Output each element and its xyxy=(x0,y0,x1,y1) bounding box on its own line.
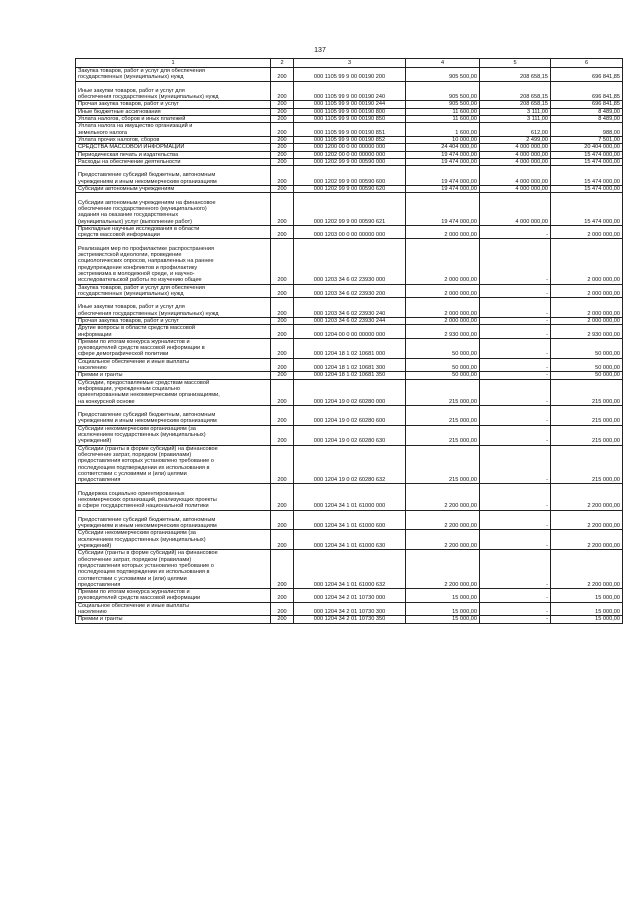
row-remaining-amount-cell: 215 000,00 xyxy=(551,425,623,445)
row-remaining-amount-cell: 2 000 000,00 xyxy=(551,317,623,324)
row-code-cell: 200 xyxy=(271,225,294,239)
row-plan-amount-cell: 215 000,00 xyxy=(406,405,480,425)
row-kbk-cell: 000 1203 34 6 02 23930 000 xyxy=(294,239,406,284)
row-kbk-cell: 000 1204 00 0 00 00000 000 xyxy=(294,325,406,339)
row-code-cell: 200 xyxy=(271,616,294,623)
row-kbk-cell: 000 1204 19 0 02 60280 632 xyxy=(294,445,406,484)
table-row xyxy=(76,186,623,193)
row-remaining-amount-cell: 2 200 000,00 xyxy=(551,550,623,589)
table-row xyxy=(76,123,623,137)
row-plan-amount-cell: 2 930 000,00 xyxy=(406,325,480,339)
row-remaining-amount-cell: 2 000 000,00 xyxy=(551,239,623,284)
row-remaining-amount-cell: 215 000,00 xyxy=(551,445,623,484)
table-row xyxy=(76,325,623,339)
table-row xyxy=(76,136,623,143)
row-executed-amount-cell: 4 000 000,00 xyxy=(480,193,551,225)
row-plan-amount-cell: 19 474 000,00 xyxy=(406,166,480,186)
row-kbk-cell: 000 1203 34 6 02 23930 200 xyxy=(294,284,406,298)
row-executed-amount-cell: 208 658,15 xyxy=(480,68,551,82)
row-name-cell: Прикладные научные исследования в области средств массовой информации xyxy=(76,225,271,239)
row-plan-amount-cell: 15 000,00 xyxy=(406,616,480,623)
row-remaining-amount-cell: 696 841,85 xyxy=(551,68,623,82)
row-kbk-cell: 000 1203 00 0 00 00000 000 xyxy=(294,225,406,239)
table-row xyxy=(76,445,623,484)
row-kbk-cell: 000 1204 34 1 01 61000 600 xyxy=(294,510,406,530)
table-row xyxy=(76,144,623,151)
row-kbk-cell: 000 1105 99 9 00 00190 850 xyxy=(294,116,406,123)
row-kbk-cell: 000 1202 99 9 00 00590 600 xyxy=(294,166,406,186)
table-row xyxy=(76,379,623,405)
row-kbk-cell: 000 1200 00 0 00 00000 000 xyxy=(294,144,406,151)
page-number: 137 xyxy=(314,47,326,54)
row-code-cell: 200 xyxy=(271,602,294,616)
row-plan-amount-cell: 2 000 000,00 xyxy=(406,284,480,298)
row-kbk-cell: 000 1202 00 0 00 00000 000 xyxy=(294,151,406,158)
row-code-cell: 200 xyxy=(271,193,294,225)
table-row xyxy=(76,510,623,530)
row-code-cell: 200 xyxy=(271,317,294,324)
row-name-cell: Иные бюджетные ассигнования xyxy=(76,108,271,115)
table-row xyxy=(76,338,623,358)
table-row xyxy=(76,284,623,298)
row-kbk-cell: 000 1105 99 9 00 00190 851 xyxy=(294,123,406,137)
row-executed-amount-cell: - xyxy=(480,530,551,550)
row-plan-amount-cell: 905 500,00 xyxy=(406,68,480,82)
row-executed-amount-cell: - xyxy=(480,425,551,445)
row-remaining-amount-cell: 215 000,00 xyxy=(551,405,623,425)
table-row xyxy=(76,405,623,425)
column-header-1: 1 xyxy=(76,59,271,68)
row-name-cell: Субсидии (гранты в форме субсидий) на финансовое обеспечение затрат, порядком (правилами) предоставления которых установлено требование о последующем подтверждении их использования в соответствии с условиями и (или) целями предоставления xyxy=(76,445,271,484)
row-plan-amount-cell: 215 000,00 xyxy=(406,379,480,405)
row-name-cell: Периодическая печать и издательства xyxy=(76,151,271,158)
row-name-cell: Предоставление субсидий бюджетным, автономным учреждениям и иным некоммерческим организациям xyxy=(76,166,271,186)
column-header-5: 5 xyxy=(480,59,551,68)
row-code-cell: 200 xyxy=(271,81,294,101)
row-code-cell: 200 xyxy=(271,445,294,484)
table-row xyxy=(76,108,623,115)
row-plan-amount-cell: 1 600,00 xyxy=(406,123,480,137)
row-code-cell: 200 xyxy=(271,68,294,82)
row-remaining-amount-cell: 15 000,00 xyxy=(551,616,623,623)
table-row xyxy=(76,317,623,324)
row-remaining-amount-cell: 2 000 000,00 xyxy=(551,298,623,318)
row-code-cell: 200 xyxy=(271,379,294,405)
row-name-cell: СРЕДСТВА МАССОВОЙ ИНФОРМАЦИИ xyxy=(76,144,271,151)
row-kbk-cell: 000 1204 34 2 01 10730 350 xyxy=(294,616,406,623)
row-name-cell: Субсидии (гранты в форме субсидий) на финансовое обеспечение затрат, порядком (правилами) предоставления которых установлено требование о последующем подтверждении их использования в соответствии с условиями и (или) целями предоставления xyxy=(76,550,271,589)
row-executed-amount-cell: - xyxy=(480,239,551,284)
row-remaining-amount-cell: 50 000,00 xyxy=(551,358,623,372)
row-remaining-amount-cell: 988,00 xyxy=(551,123,623,137)
row-name-cell: Закупка товаров, работ и услуг для обеспечения государственных (муниципальных) нужд xyxy=(76,284,271,298)
row-code-cell: 200 xyxy=(271,116,294,123)
row-remaining-amount-cell: 15 000,00 xyxy=(551,602,623,616)
table-row xyxy=(76,158,623,165)
row-code-cell: 200 xyxy=(271,239,294,284)
row-code-cell: 200 xyxy=(271,166,294,186)
row-code-cell: 200 xyxy=(271,484,294,510)
row-kbk-cell: 000 1204 18 1 02 10681 300 xyxy=(294,358,406,372)
row-plan-amount-cell: 2 200 000,00 xyxy=(406,530,480,550)
row-remaining-amount-cell: 7 501,00 xyxy=(551,136,623,143)
row-executed-amount-cell: 4 000 000,00 xyxy=(480,151,551,158)
row-executed-amount-cell: - xyxy=(480,405,551,425)
column-header-4: 4 xyxy=(406,59,480,68)
row-executed-amount-cell: 4 000 000,00 xyxy=(480,158,551,165)
row-remaining-amount-cell: 2 930 000,00 xyxy=(551,325,623,339)
row-code-cell: 200 xyxy=(271,372,294,379)
row-executed-amount-cell: - xyxy=(480,225,551,239)
table-row xyxy=(76,602,623,616)
row-code-cell: 200 xyxy=(271,425,294,445)
row-name-cell: Премии по итогам конкурса журналистов и руководителей средств массовой информации xyxy=(76,589,271,603)
row-executed-amount-cell: - xyxy=(480,372,551,379)
row-kbk-cell: 000 1204 34 2 01 10730 000 xyxy=(294,589,406,603)
row-executed-amount-cell: - xyxy=(480,338,551,358)
row-name-cell: Реализация мер по профилактике распространения экстремистской идеологии, проведение социологических опросов, направленных на раннее предупреждение конфликтов и профилактику экстремизма в молодежной среде, и научно- исследовательской работы по изучению общее xyxy=(76,239,271,284)
row-name-cell: Субсидии, предоставляемые средствам массовой информации, учрежденным социально ориентированными некоммерческими организациями, на конкурсной основе xyxy=(76,379,271,405)
column-header-3: 3 xyxy=(294,59,406,68)
table-row xyxy=(76,239,623,284)
row-executed-amount-cell: - xyxy=(480,298,551,318)
row-plan-amount-cell: 15 000,00 xyxy=(406,589,480,603)
table-body xyxy=(76,68,623,624)
row-plan-amount-cell: 15 000,00 xyxy=(406,602,480,616)
row-kbk-cell: 000 1202 99 9 00 00590 620 xyxy=(294,186,406,193)
row-remaining-amount-cell: 15 474 000,00 xyxy=(551,158,623,165)
row-executed-amount-cell: - xyxy=(480,358,551,372)
row-plan-amount-cell: 2 200 000,00 xyxy=(406,550,480,589)
row-code-cell: 200 xyxy=(271,589,294,603)
row-remaining-amount-cell: 8 489,00 xyxy=(551,116,623,123)
row-name-cell: Прочая закупка товаров, работ и услуг xyxy=(76,317,271,324)
row-code-cell: 200 xyxy=(271,530,294,550)
row-plan-amount-cell: 19 474 000,00 xyxy=(406,151,480,158)
table-row xyxy=(76,101,623,108)
row-kbk-cell: 000 1105 99 9 00 00190 244 xyxy=(294,101,406,108)
row-code-cell: 200 xyxy=(271,550,294,589)
row-name-cell: Премии и гранты xyxy=(76,372,271,379)
budget-table xyxy=(75,58,623,624)
row-remaining-amount-cell: 50 000,00 xyxy=(551,338,623,358)
row-plan-amount-cell: 11 600,00 xyxy=(406,116,480,123)
row-plan-amount-cell: 905 500,00 xyxy=(406,101,480,108)
row-name-cell: Уплата налогов, сборов и иных платежей xyxy=(76,116,271,123)
row-executed-amount-cell: 3 111,00 xyxy=(480,108,551,115)
row-plan-amount-cell: 50 000,00 xyxy=(406,338,480,358)
table-row xyxy=(76,225,623,239)
row-kbk-cell: 000 1202 99 9 00 00590 621 xyxy=(294,193,406,225)
table-row xyxy=(76,358,623,372)
table-row xyxy=(76,193,623,225)
row-executed-amount-cell: 4 000 000,00 xyxy=(480,144,551,151)
row-plan-amount-cell: 2 000 000,00 xyxy=(406,317,480,324)
row-plan-amount-cell: 2 200 000,00 xyxy=(406,484,480,510)
row-remaining-amount-cell: 2 000 000,00 xyxy=(551,284,623,298)
row-kbk-cell: 000 1204 19 0 02 60280 630 xyxy=(294,425,406,445)
table-row xyxy=(76,616,623,623)
row-name-cell: Предоставление субсидий бюджетным, автономным учреждениям и иным некоммерческим организациям xyxy=(76,405,271,425)
row-plan-amount-cell: 2 000 000,00 xyxy=(406,239,480,284)
column-header-6: 6 xyxy=(551,59,623,68)
row-remaining-amount-cell: 15 000,00 xyxy=(551,589,623,603)
row-remaining-amount-cell: 15 474 000,00 xyxy=(551,186,623,193)
row-plan-amount-cell: 50 000,00 xyxy=(406,358,480,372)
table-row xyxy=(76,484,623,510)
row-kbk-cell: 000 1105 99 9 00 00190 240 xyxy=(294,81,406,101)
table-row xyxy=(76,550,623,589)
table-row xyxy=(76,298,623,318)
row-remaining-amount-cell: 2 000 000,00 xyxy=(551,225,623,239)
row-kbk-cell: 000 1105 99 9 00 00190 800 xyxy=(294,108,406,115)
row-name-cell: Субсидии некоммерческим организациям (за исключением государственных (муниципальных) учреждений) xyxy=(76,530,271,550)
row-code-cell: 200 xyxy=(271,298,294,318)
row-code-cell: 200 xyxy=(271,186,294,193)
row-plan-amount-cell: 19 474 000,00 xyxy=(406,158,480,165)
table-row xyxy=(76,151,623,158)
row-name-cell: Расходы на обеспечение деятельности xyxy=(76,158,271,165)
row-name-cell: Субсидии автономным учреждениям xyxy=(76,186,271,193)
row-remaining-amount-cell: 696 841,85 xyxy=(551,101,623,108)
row-executed-amount-cell: - xyxy=(480,510,551,530)
row-plan-amount-cell: 2 200 000,00 xyxy=(406,510,480,530)
row-executed-amount-cell: - xyxy=(480,589,551,603)
row-code-cell: 200 xyxy=(271,151,294,158)
row-kbk-cell: 000 1204 34 1 01 61000 630 xyxy=(294,530,406,550)
table-row xyxy=(76,530,623,550)
row-executed-amount-cell: 2 499,00 xyxy=(480,136,551,143)
row-name-cell: Премии и гранты xyxy=(76,616,271,623)
row-plan-amount-cell: 2 000 000,00 xyxy=(406,225,480,239)
row-kbk-cell: 000 1203 34 6 02 23930 240 xyxy=(294,298,406,318)
row-executed-amount-cell: - xyxy=(480,550,551,589)
row-name-cell: Субсидии автономным учреждениям на финансовое обеспечение государственного (муниципального) задания на оказание государственных (муниципальных) услуг (выполнение работ) xyxy=(76,193,271,225)
row-executed-amount-cell: - xyxy=(480,317,551,324)
row-executed-amount-cell: 4 000 000,00 xyxy=(480,186,551,193)
table-row xyxy=(76,116,623,123)
row-name-cell: Иные закупки товаров, работ и услуг для обеспечения государственных (муниципальных) нужд xyxy=(76,298,271,318)
row-code-cell: 200 xyxy=(271,284,294,298)
row-code-cell: 200 xyxy=(271,144,294,151)
row-plan-amount-cell: 11 600,00 xyxy=(406,108,480,115)
row-remaining-amount-cell: 15 474 000,00 xyxy=(551,193,623,225)
table-row xyxy=(76,68,623,82)
row-name-cell: Другие вопросы в области средств массовой информации xyxy=(76,325,271,339)
row-executed-amount-cell: 208 658,15 xyxy=(480,81,551,101)
row-code-cell: 200 xyxy=(271,338,294,358)
row-code-cell: 200 xyxy=(271,136,294,143)
row-plan-amount-cell: 50 000,00 xyxy=(406,372,480,379)
row-remaining-amount-cell: 50 000,00 xyxy=(551,372,623,379)
row-kbk-cell: 000 1204 34 1 01 61000 632 xyxy=(294,550,406,589)
row-plan-amount-cell: 19 474 000,00 xyxy=(406,193,480,225)
row-executed-amount-cell: - xyxy=(480,379,551,405)
row-kbk-cell: 000 1202 99 9 00 00590 000 xyxy=(294,158,406,165)
row-name-cell: Уплата прочих налогов, сборов xyxy=(76,136,271,143)
row-code-cell: 200 xyxy=(271,510,294,530)
row-code-cell: 200 xyxy=(271,158,294,165)
row-name-cell: Субсидии некоммерческим организациям (за исключением государственных (муниципальных) учреждений) xyxy=(76,425,271,445)
row-plan-amount-cell: 10 000,00 xyxy=(406,136,480,143)
row-name-cell: Социальное обеспечение и иные выплаты населению xyxy=(76,602,271,616)
table-row xyxy=(76,166,623,186)
row-executed-amount-cell: - xyxy=(480,445,551,484)
table-row xyxy=(76,372,623,379)
row-name-cell: Иные закупки товаров, работ и услуг для обеспечения государственных (муниципальных) нужд xyxy=(76,81,271,101)
row-plan-amount-cell: 24 404 000,00 xyxy=(406,144,480,151)
row-remaining-amount-cell: 15 474 000,00 xyxy=(551,151,623,158)
row-executed-amount-cell: - xyxy=(480,325,551,339)
row-kbk-cell: 000 1204 34 1 01 61000 000 xyxy=(294,484,406,510)
row-name-cell: Социальное обеспечение и иные выплаты населению xyxy=(76,358,271,372)
row-kbk-cell: 000 1204 19 0 02 60280 600 xyxy=(294,405,406,425)
row-name-cell: Прочая закупка товаров, работ и услуг xyxy=(76,101,271,108)
row-code-cell: 200 xyxy=(271,358,294,372)
row-remaining-amount-cell: 2 200 000,00 xyxy=(551,510,623,530)
row-executed-amount-cell: - xyxy=(480,284,551,298)
row-kbk-cell: 000 1105 99 9 00 00190 200 xyxy=(294,68,406,82)
row-name-cell: Уплата налога на имущество организаций и земельного налога xyxy=(76,123,271,137)
row-plan-amount-cell: 19 474 000,00 xyxy=(406,186,480,193)
row-name-cell: Предоставление субсидий бюджетным, автономным учреждениям и иным некоммерческим организациям xyxy=(76,510,271,530)
table-row xyxy=(76,81,623,101)
row-kbk-cell: 000 1204 18 1 02 10681 000 xyxy=(294,338,406,358)
row-plan-amount-cell: 905 500,00 xyxy=(406,81,480,101)
row-executed-amount-cell: 208 658,15 xyxy=(480,101,551,108)
row-executed-amount-cell: - xyxy=(480,484,551,510)
row-executed-amount-cell: 612,00 xyxy=(480,123,551,137)
row-code-cell: 200 xyxy=(271,101,294,108)
row-remaining-amount-cell: 2 200 000,00 xyxy=(551,530,623,550)
row-kbk-cell: 000 1204 34 2 01 10730 300 xyxy=(294,602,406,616)
row-name-cell: Поддержка социально ориентированных некоммерческих организаций, реализующих проекты в сфере государственной национальной политики xyxy=(76,484,271,510)
row-executed-amount-cell: 4 000 000,00 xyxy=(480,166,551,186)
column-header-2: 2 xyxy=(271,59,294,68)
row-kbk-cell: 000 1204 18 1 02 10681 350 xyxy=(294,372,406,379)
row-executed-amount-cell: - xyxy=(480,616,551,623)
row-remaining-amount-cell: 215 000,00 xyxy=(551,379,623,405)
table-row xyxy=(76,425,623,445)
row-kbk-cell: 000 1203 34 6 02 23930 244 xyxy=(294,317,406,324)
row-kbk-cell: 000 1105 99 9 00 00190 852 xyxy=(294,136,406,143)
row-remaining-amount-cell: 2 200 000,00 xyxy=(551,484,623,510)
table-row xyxy=(76,589,623,603)
row-code-cell: 200 xyxy=(271,108,294,115)
column-number-row xyxy=(76,59,623,68)
row-remaining-amount-cell: 696 841,85 xyxy=(551,81,623,101)
row-kbk-cell: 000 1204 19 0 02 60280 000 xyxy=(294,379,406,405)
row-code-cell: 200 xyxy=(271,123,294,137)
row-executed-amount-cell: - xyxy=(480,602,551,616)
row-remaining-amount-cell: 8 489,00 xyxy=(551,108,623,115)
row-code-cell: 200 xyxy=(271,405,294,425)
row-plan-amount-cell: 215 000,00 xyxy=(406,425,480,445)
row-code-cell: 200 xyxy=(271,325,294,339)
row-remaining-amount-cell: 20 404 000,00 xyxy=(551,144,623,151)
row-remaining-amount-cell: 15 474 000,00 xyxy=(551,166,623,186)
row-executed-amount-cell: 3 111,00 xyxy=(480,116,551,123)
row-name-cell: Закупка товаров, работ и услуг для обеспечения государственных (муниципальных) нужд xyxy=(76,68,271,82)
row-name-cell: Премии по итогам конкурса журналистов и руководителей средств массовой информации в сфере демографической политики xyxy=(76,338,271,358)
row-plan-amount-cell: 2 000 000,00 xyxy=(406,298,480,318)
row-plan-amount-cell: 215 000,00 xyxy=(406,445,480,484)
